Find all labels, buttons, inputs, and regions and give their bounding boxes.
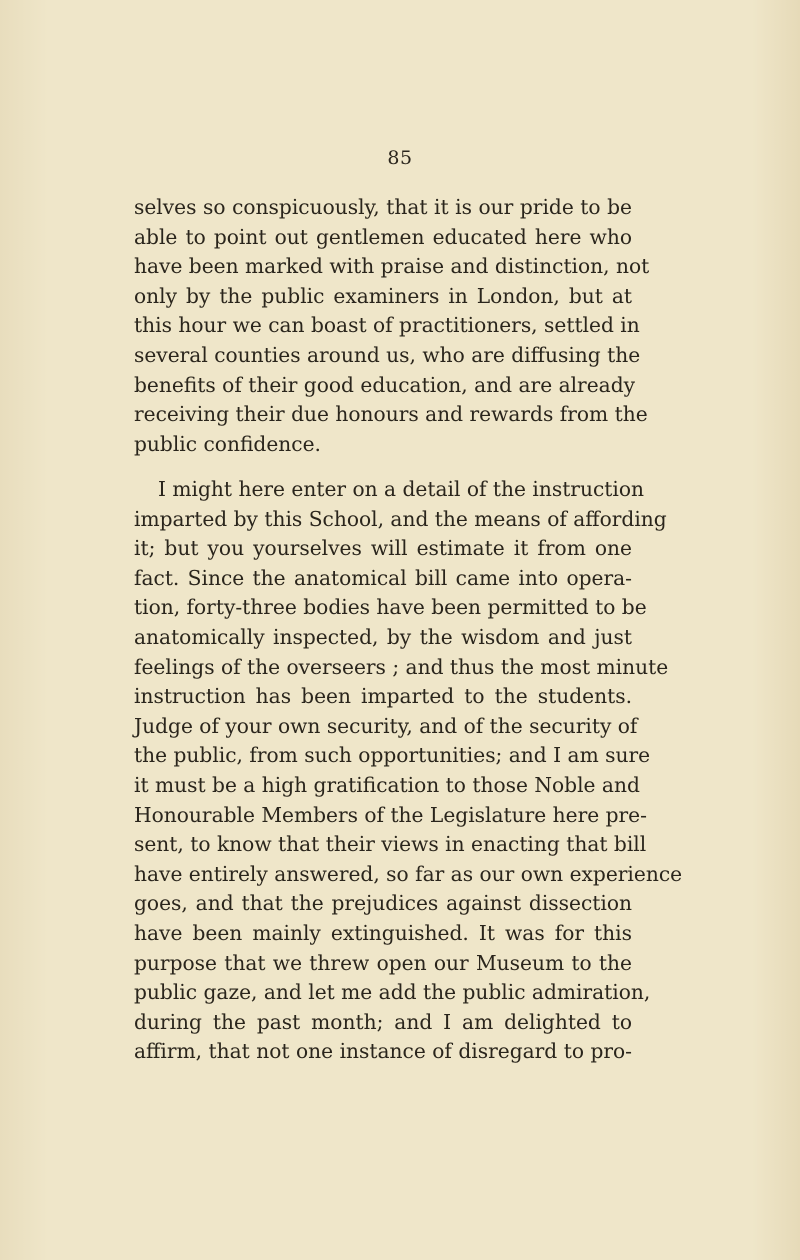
text-line: several counties around us, who are diffusing the [134, 342, 641, 367]
text-line: goes, and that the prejudices against dissection [134, 891, 632, 916]
text-line: have been mainly extinguished. It was for this [134, 920, 632, 945]
text-line: Honourable Members of the Legislature here pre- [134, 802, 647, 827]
text-line: public gaze, and let me add the public admiration, [134, 980, 651, 1005]
text-line: have entirely answered, so far as our own experience [134, 861, 683, 886]
text-line: this hour we can boast of practitioners, settled in [134, 313, 640, 338]
text-line: imparted by this School, and the means of affording [134, 506, 667, 531]
text-line: purpose that we threw open our Museum to the [134, 950, 632, 975]
paragraph-1 [134, 193, 650, 459]
text-line: public confidence. [134, 431, 321, 456]
text-line: tion, forty-three bodies have been permitted to be [134, 595, 647, 620]
text-line: during the past month; and I am delighted to [134, 1009, 632, 1034]
text-line: affirm, that not one instance of disregard to pro- [134, 1039, 632, 1064]
text-line: it; but you yourselves will estimate it from one [134, 536, 632, 561]
paragraph-2 [134, 475, 683, 1067]
text-line: the public, from such opportunities; and I am sure [134, 743, 651, 768]
text-line: it must be a high gratification to those Noble and [134, 772, 640, 797]
text-line: selves so conspicuously, that it is our pride to be [134, 195, 632, 219]
page-number: 85 [387, 147, 413, 169]
text-line: anatomically inspected, by the wisdom and just [134, 624, 632, 649]
text-line: benefits of their good education, and are already [134, 372, 636, 397]
text-line: feelings of the overseers ; and thus the most minute [134, 654, 669, 679]
text-line: receiving their due honours and rewards from the [134, 402, 648, 427]
text-line: able to point out gentlemen educated here who [134, 224, 632, 249]
text-line: sent, to know that their views in enacting that bill [134, 832, 647, 857]
text-line: fact. Since the anatomical bill came into opera- [134, 565, 632, 590]
text-line: instruction has been imparted to the students. [134, 684, 632, 709]
text-line: Judge of your own security, and of the security of [134, 713, 638, 738]
text-line: I might here enter on a detail of the instruction [158, 477, 644, 501]
text-line: have been marked with praise and distinction, not [134, 254, 650, 279]
text-line: only by the public examiners in London, but at [134, 283, 632, 308]
